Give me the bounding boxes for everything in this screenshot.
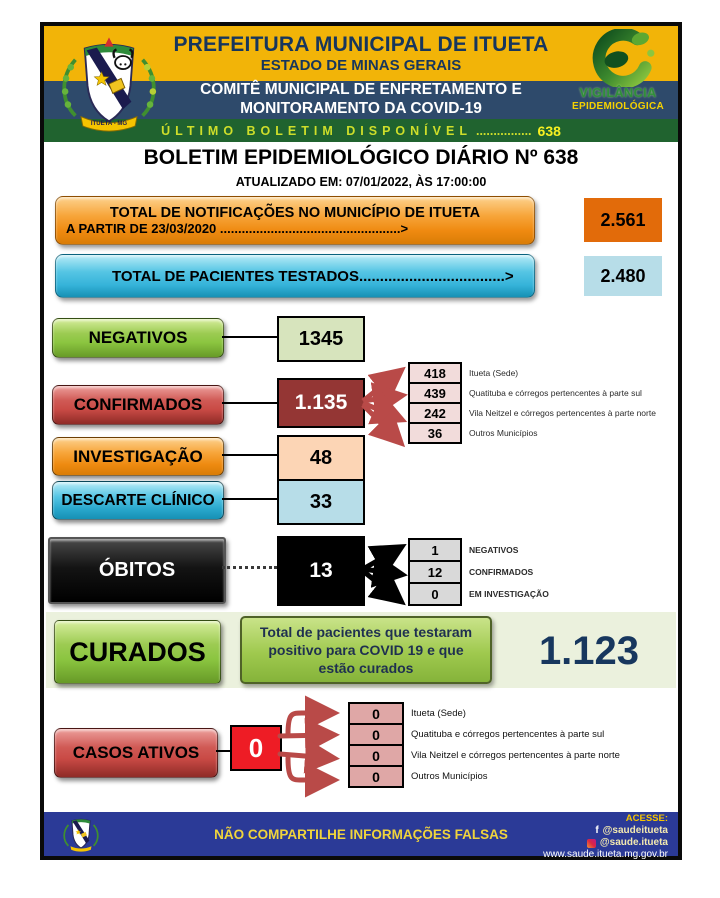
last-bulletin-label: ÚLTIMO BOLETIM DISPONÍVEL: [161, 123, 472, 138]
negativos-button: NEGATIVOS: [52, 318, 224, 358]
breakdown-value: 0: [348, 702, 404, 725]
tested-bar: [55, 254, 535, 298]
notifications-label-line1: TOTAL DE NOTIFICAÇÕES NO MUNICÍPIO DE ITUETA: [109, 205, 481, 221]
table-row: [348, 723, 620, 746]
confirmados-value: 1.135: [277, 378, 365, 428]
obitos-button: ÓBITOS: [48, 537, 226, 604]
breakdown-label: Outros Municípios: [411, 771, 488, 782]
casos-ativos-breakdown-table: [348, 702, 620, 788]
confirmados-breakdown-table: [408, 362, 656, 444]
breakdown-value: 0: [408, 582, 462, 606]
committee-line2: MONITORAMENTO DA COVID-19: [240, 100, 482, 117]
org-subtitle: ESTADO DE MINAS GERAIS: [260, 57, 462, 74]
vigilancia-swoosh-icon: [570, 29, 666, 87]
footer-bar: [44, 812, 678, 860]
confirmados-fan-arrows-icon: [362, 356, 408, 452]
descarte-button: DESCARTE CLÍNICO: [52, 481, 224, 520]
breakdown-value: 418: [408, 362, 462, 384]
breakdown-label: Itueta (Sede): [469, 368, 519, 378]
bulletin-frame: [40, 22, 682, 860]
access-label: ACESSE:: [625, 813, 668, 824]
investigacao-value: 48: [277, 435, 365, 481]
table-row: [348, 744, 620, 767]
breakdown-value: 12: [408, 560, 462, 584]
casos-ativos-button: CASOS ATIVOS: [54, 728, 218, 778]
vigilancia-label-line2: EPIDEMIOLÓGICA: [572, 100, 664, 112]
facebook-link[interactable]: [543, 826, 668, 836]
org-title: PREFEITURA MUNICIPAL DE ITUETA: [173, 33, 549, 56]
table-row: [408, 362, 656, 384]
obitos-breakdown-table: [408, 538, 549, 606]
descarte-connector: [222, 498, 277, 500]
breakdown-value: 1: [408, 538, 462, 562]
obitos-connector: [222, 566, 277, 569]
instagram-handle: @saude.itueta: [599, 837, 668, 848]
notifications-label-line2: A PARTIR DE 23/03/2020 ..................................................>: [66, 221, 409, 236]
casos-ativos-value: 0: [230, 725, 282, 771]
breakdown-label: Quatituba e córregos pertencentes à parte sul: [411, 729, 605, 740]
notifications-value: 2.561: [584, 198, 662, 242]
table-row: [408, 382, 656, 404]
table-row: [348, 765, 620, 788]
breakdown-label: Vila Neitzel e córregos pertencentes à parte norte: [469, 408, 656, 418]
vigilancia-logo: [560, 27, 676, 119]
facebook-icon: f: [595, 825, 599, 836]
breakdown-label: NEGATIVOS: [469, 545, 519, 555]
breakdown-value: 439: [408, 382, 462, 404]
casos-ativos-connector: [216, 750, 230, 752]
investigacao-button: INVESTIGAÇÃO: [52, 437, 224, 476]
tested-label: TOTAL DE PACIENTES TESTADOS...................................>: [112, 267, 514, 285]
breakdown-label: Outros Municípios: [469, 428, 538, 438]
curados-button: CURADOS: [54, 620, 221, 684]
breakdown-label: Quatituba e córregos pertencentes à parte sul: [469, 388, 642, 398]
curados-value: 1.123: [538, 628, 640, 673]
casos-ativos-bracket-arrows-icon: [278, 702, 348, 792]
obitos-value: 13: [277, 536, 365, 606]
breakdown-label: EM INVESTIGAÇÃO: [469, 589, 549, 599]
tested-value: 2.480: [584, 256, 662, 296]
confirmados-button: CONFIRMADOS: [52, 385, 224, 425]
negativos-value: 1345: [277, 316, 365, 362]
page-title: BOLETIM EPIDEMIOLÓGICO DIÁRIO Nº 638: [143, 146, 579, 169]
facebook-handle: @saudeitueta: [602, 825, 668, 836]
updated-timestamp: ATUALIZADO EM: 07/01/2022, ÀS 17:00:00: [235, 175, 487, 189]
last-bulletin-number: 638: [537, 122, 561, 139]
instagram-link[interactable]: [543, 838, 668, 848]
table-row: [348, 702, 620, 725]
investigacao-connector: [222, 454, 277, 456]
table-row: [408, 538, 549, 562]
breakdown-value: 242: [408, 402, 462, 424]
negativos-connector: [222, 336, 277, 338]
last-bulletin-dots: ................: [475, 123, 532, 138]
website-link[interactable]: www.saude.itueta.mg.gov.br: [543, 849, 668, 860]
footer-social-block: [543, 814, 668, 860]
vigilancia-label-line1: VIGILÂNCIA: [579, 86, 657, 100]
instagram-icon: [587, 839, 596, 848]
breakdown-label: CONFIRMADOS: [469, 567, 534, 577]
table-row: [408, 582, 549, 606]
descarte-value: 33: [277, 479, 365, 525]
breakdown-value: 0: [348, 723, 404, 746]
obitos-fan-arrows-icon: [362, 538, 408, 612]
footer-message: NÃO COMPARTILHE INFORMAÇÕES FALSAS: [214, 826, 508, 842]
breakdown-value: 0: [348, 744, 404, 767]
table-row: [408, 422, 656, 444]
committee-line1: COMITÊ MUNICIPAL DE ENFRETAMENTO E: [200, 81, 522, 99]
itueta-coat-of-arms-icon: [50, 28, 168, 140]
notifications-bar: [55, 196, 535, 245]
breakdown-value: 36: [408, 422, 462, 444]
breakdown-label: Itueta (Sede): [411, 708, 466, 719]
confirmados-connector: [222, 402, 277, 404]
table-row: [408, 402, 656, 424]
breakdown-label: Vila Neitzel e córregos pertencentes à parte norte: [411, 750, 620, 761]
breakdown-value: 0: [348, 765, 404, 788]
table-row: [408, 560, 549, 584]
curados-description: Total de pacientes que testaram positivo para COVID 19 e que estão curados: [240, 616, 492, 684]
shield-banner-text: ITUETA - MG: [90, 121, 128, 128]
